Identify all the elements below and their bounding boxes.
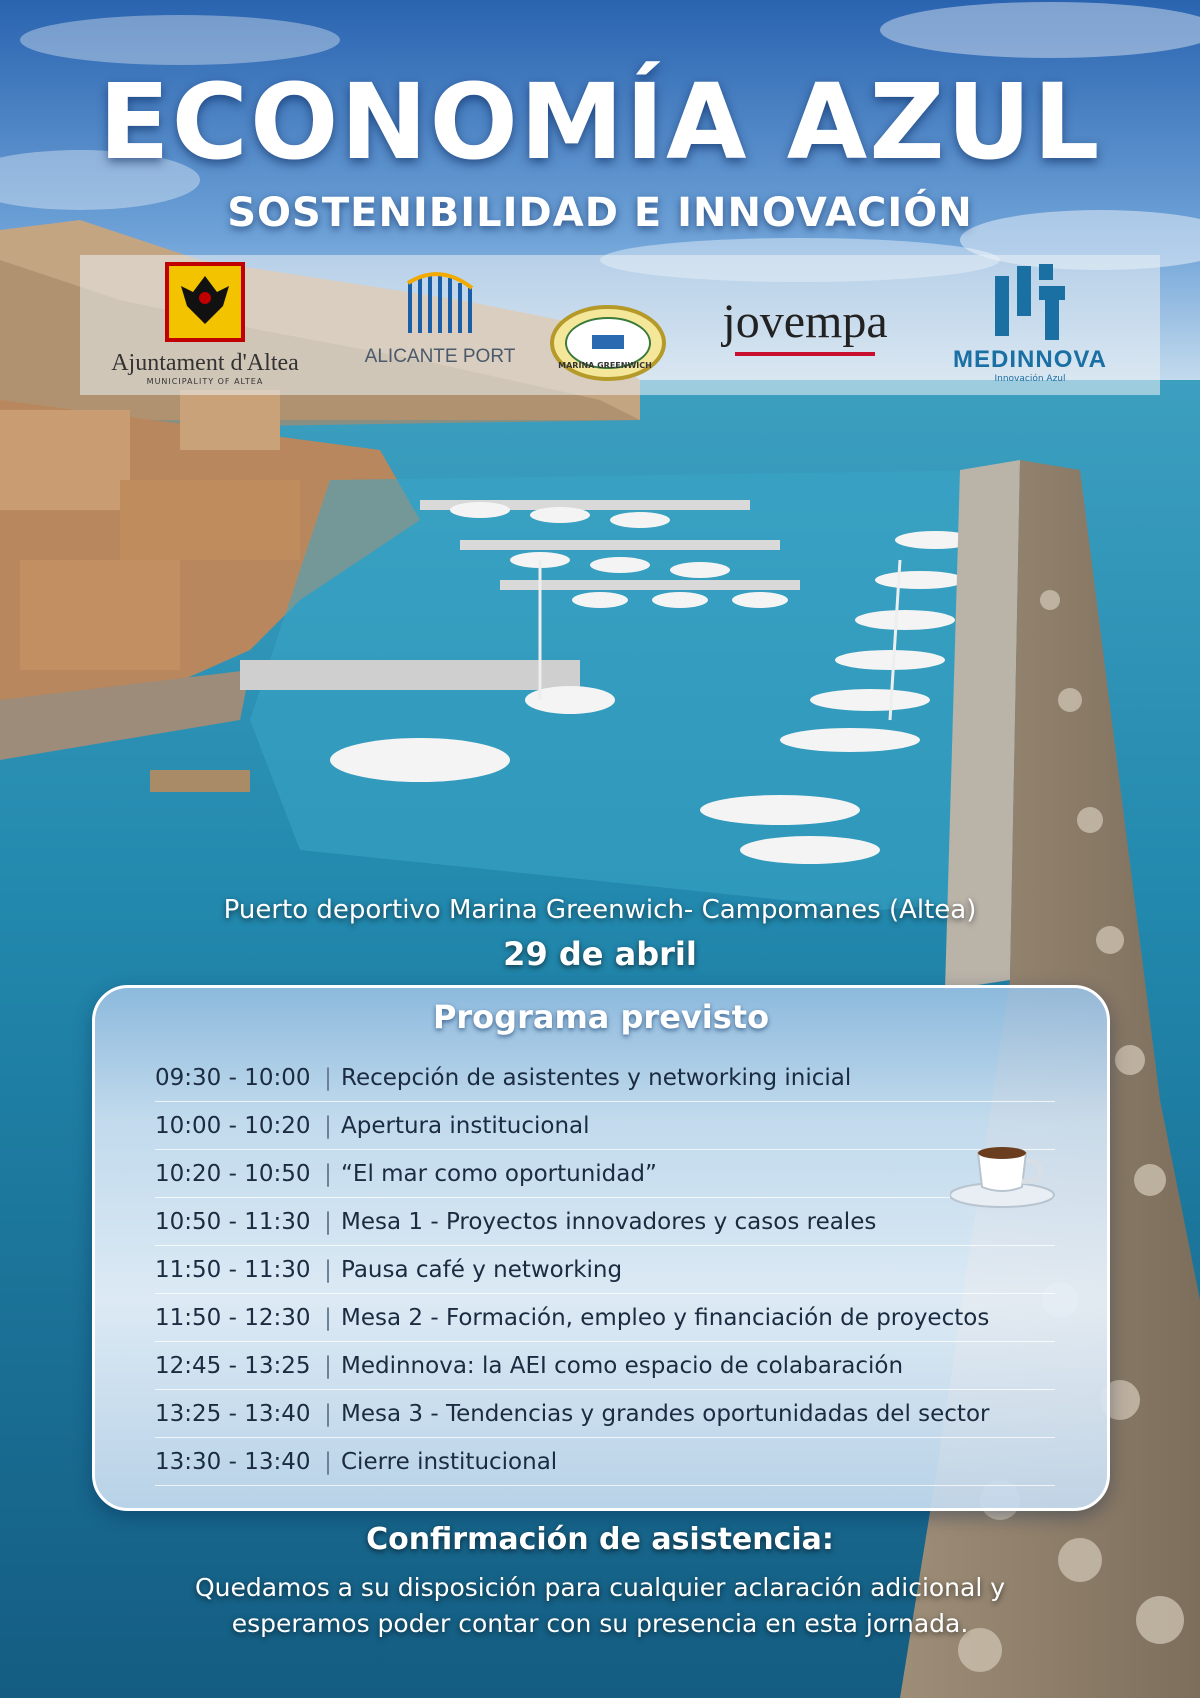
program-separator: | bbox=[324, 1304, 332, 1331]
program-separator: | bbox=[324, 1352, 332, 1379]
program-row bbox=[155, 1342, 1055, 1390]
confirmation-title: Confirmación de asistencia: bbox=[366, 1522, 834, 1557]
program-list bbox=[155, 1054, 1055, 1486]
alicante-port-name: ALICANTE PORT bbox=[364, 346, 516, 367]
program-panel bbox=[92, 985, 1110, 1511]
program-time: 10:00 - 10:20 bbox=[155, 1112, 311, 1139]
program-row bbox=[155, 1198, 1055, 1246]
event-venue: Puerto deportivo Marina Greenwich- Campomanes (Altea) bbox=[223, 895, 977, 925]
program-separator: | bbox=[324, 1112, 332, 1139]
medinnova-logo bbox=[930, 262, 1130, 384]
program-desc: “El mar como oportunidad” bbox=[341, 1160, 657, 1187]
program-separator: | bbox=[324, 1448, 332, 1475]
jovempa-logo bbox=[700, 295, 910, 356]
program-time: 11:50 - 12:30 bbox=[155, 1304, 311, 1331]
program-time: 09:30 - 10:00 bbox=[155, 1064, 311, 1091]
program-desc: Mesa 2 - Formación, empleo y financiación de proyectos bbox=[341, 1304, 990, 1331]
confirmation-text bbox=[150, 1570, 1050, 1642]
marina-greenwich-logo bbox=[545, 303, 670, 387]
poster-title: ECONOMÍA AZUL bbox=[98, 61, 1102, 183]
program-time: 12:45 - 13:25 bbox=[155, 1352, 311, 1379]
program-row bbox=[155, 1054, 1055, 1102]
jovempa-underline bbox=[735, 352, 875, 356]
event-date: 29 de abril bbox=[503, 935, 697, 973]
alicante-port-logo bbox=[355, 268, 525, 368]
program-time: 13:30 - 13:40 bbox=[155, 1448, 311, 1475]
program-desc: Mesa 1 - Proyectos innovadores y casos reales bbox=[341, 1208, 877, 1235]
marina-badge-icon bbox=[548, 303, 668, 383]
medinnova-name: MEDINNOVA bbox=[953, 346, 1107, 373]
poster-subtitle: SOSTENIBILIDAD E INNOVACIÓN bbox=[227, 190, 973, 236]
coat-of-arms-icon bbox=[165, 262, 245, 342]
program-separator: | bbox=[324, 1160, 332, 1187]
confirmation-line-2: esperamos poder contar con su presencia en esta jornada. bbox=[231, 1609, 969, 1638]
medinnova-sub: Innovación Azul bbox=[994, 374, 1066, 384]
program-time: 11:50 - 11:30 bbox=[155, 1256, 311, 1283]
program-row bbox=[155, 1390, 1055, 1438]
program-separator: | bbox=[324, 1256, 332, 1283]
marina-badge-name: MARINA GREENWICH bbox=[558, 361, 652, 370]
program-time: 10:50 - 11:30 bbox=[155, 1208, 311, 1235]
program-desc: Cierre institucional bbox=[341, 1448, 558, 1475]
program-separator: | bbox=[324, 1208, 332, 1235]
program-row bbox=[155, 1150, 1055, 1198]
program-row bbox=[155, 1102, 1055, 1150]
confirmation-line-1: Quedamos a su disposición para cualquier aclaración adicional y bbox=[194, 1573, 1006, 1602]
altea-logo-name: Ajuntament d'Altea bbox=[111, 350, 299, 376]
altea-logo bbox=[95, 262, 315, 386]
medinnova-logo-icon bbox=[985, 262, 1075, 342]
program-row bbox=[155, 1246, 1055, 1294]
program-desc: Pausa café y networking bbox=[341, 1256, 623, 1283]
program-desc: Mesa 3 - Tendencias y grandes oportunidadas del sector bbox=[341, 1400, 990, 1427]
program-desc: Apertura institucional bbox=[341, 1112, 590, 1139]
program-time: 13:25 - 13:40 bbox=[155, 1400, 311, 1427]
jovempa-name: jovempa bbox=[722, 295, 888, 348]
program-separator: | bbox=[324, 1400, 332, 1427]
program-row bbox=[155, 1438, 1055, 1486]
coffee-cup-icon bbox=[950, 1135, 1060, 1210]
program-time: 10:20 - 10:50 bbox=[155, 1160, 311, 1187]
program-heading: Programa previsto bbox=[432, 998, 770, 1036]
program-separator: | bbox=[324, 1064, 332, 1091]
program-desc: Recepción de asistentes y networking inicial bbox=[341, 1064, 852, 1091]
altea-logo-sub: MUNICIPALITY OF ALTEA bbox=[146, 377, 264, 386]
program-desc: Medinnova: la AEI como espacio de colabaración bbox=[341, 1352, 904, 1379]
port-logo-icon bbox=[400, 268, 480, 338]
program-row bbox=[155, 1294, 1055, 1342]
